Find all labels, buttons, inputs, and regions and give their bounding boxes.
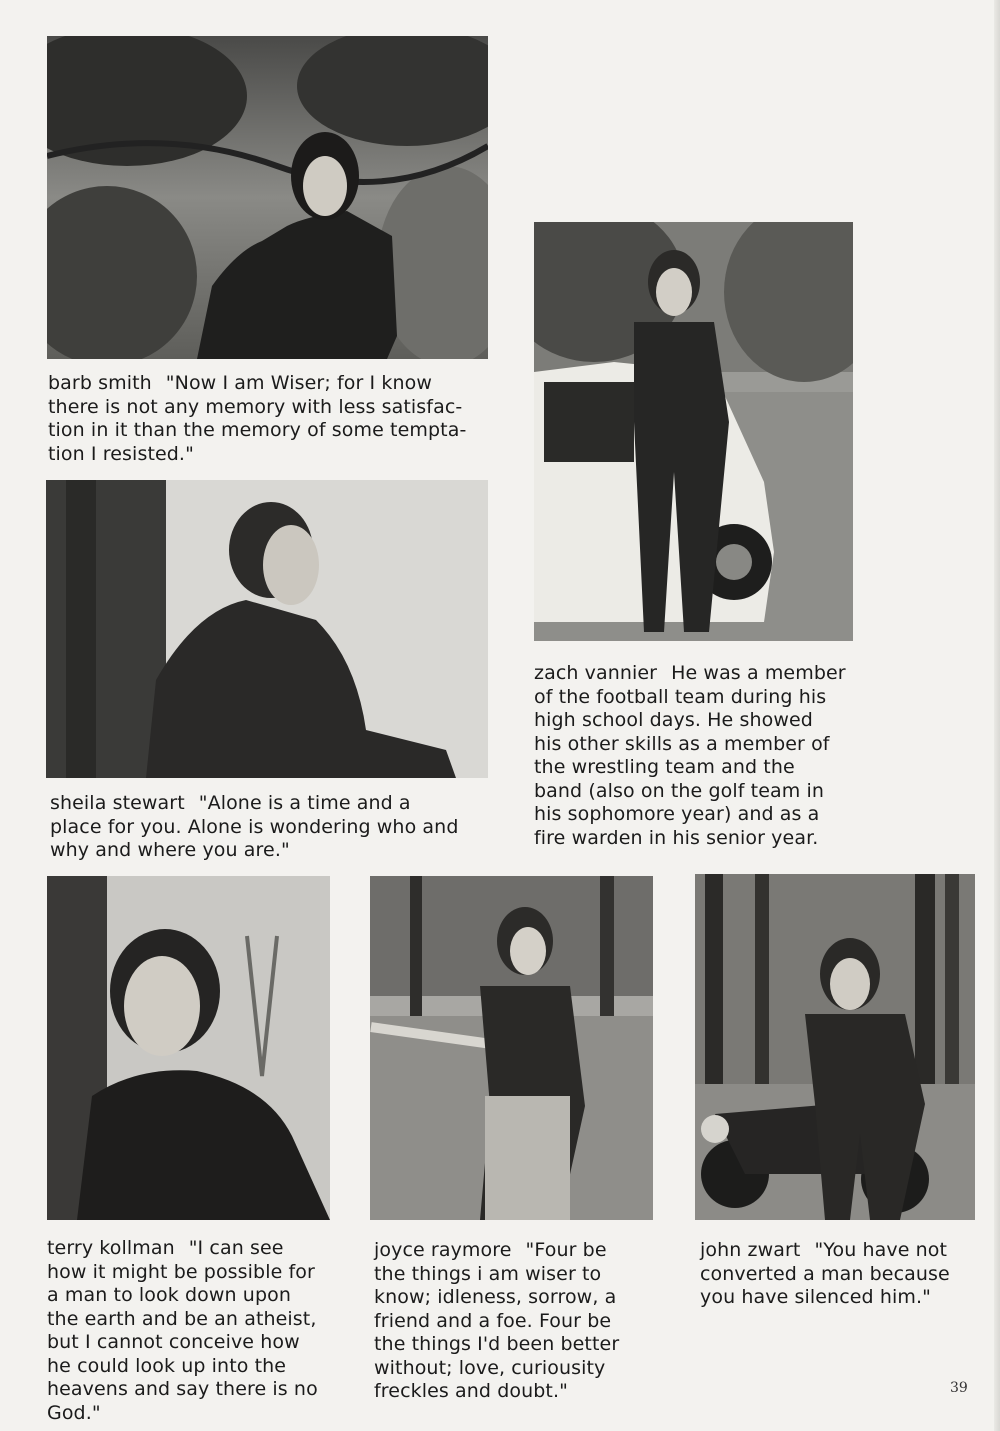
caption-barb-smith [48, 372, 498, 466]
quote-line: God." [47, 1401, 101, 1424]
photo-zach-vannier [534, 222, 853, 641]
quote-line: converted a man because [700, 1262, 950, 1285]
quote-line: the earth and be an atheist, [47, 1307, 317, 1330]
caption-joyce-raymore [374, 1239, 674, 1404]
quote-line: "You have not [814, 1239, 948, 1261]
quote-line: band (also on the golf team in [534, 779, 825, 802]
name-john-zwart: john zwart [700, 1239, 801, 1261]
quote-line: the wrestling team and the [534, 756, 795, 778]
name-barb-smith: barb smith [48, 372, 152, 394]
quote-line: without; love, curiousity [374, 1356, 606, 1379]
quote-line: his other skills as a member of [534, 732, 830, 755]
photo-john-zwart [695, 874, 975, 1220]
quote-line: freckles and doubt." [374, 1380, 568, 1402]
photo-barb-smith [47, 36, 488, 359]
quote-line: friend and a foe. Four be [374, 1309, 612, 1332]
quote-line: he could look up into the [47, 1354, 287, 1377]
quote-line: fire warden in his senior year. [534, 826, 819, 849]
quote-line: his sophomore year) and as a [534, 803, 820, 825]
quote-line: "I can see [188, 1237, 284, 1259]
name-zach-vannier: zach vannier [534, 662, 658, 684]
quote-line: know; idleness, sorrow, a [374, 1286, 617, 1308]
quote-line: "Now I am Wiser; for I know [165, 372, 432, 394]
quote-line: you have silenced him." [700, 1286, 931, 1308]
caption-sheila-stewart [50, 792, 500, 863]
quote-line: the things i am wiser to [374, 1262, 602, 1285]
quote-line: the things I'd been better [374, 1333, 620, 1355]
quote-line: a man to look down upon [47, 1284, 291, 1306]
quote-line: tion in it than the memory of some tempta- [48, 419, 467, 441]
quote-line: "Four be [525, 1239, 607, 1261]
quote-line: high school days. He showed [534, 709, 813, 731]
caption-zach-vannier [534, 662, 874, 850]
quote-line: there is not any memory with less satisfac- [48, 395, 463, 418]
photo-sheila-stewart [46, 480, 488, 778]
quote-line: why and where you are." [50, 839, 290, 861]
quote-line: He was a member [671, 662, 846, 684]
quote-line: tion I resisted." [48, 442, 194, 465]
photo-terry-kollman [47, 876, 330, 1220]
photo-joyce-raymore [370, 876, 653, 1220]
name-terry-kollman: terry kollman [47, 1237, 175, 1259]
caption-john-zwart [700, 1239, 990, 1310]
name-joyce-raymore: joyce raymore [374, 1239, 512, 1261]
quote-line: but I cannot conceive how [47, 1331, 300, 1353]
quote-line: how it might be possible for [47, 1260, 315, 1283]
quote-line: place for you. Alone is wondering who and [50, 815, 459, 838]
quote-line: heavens and say there is no [47, 1378, 318, 1400]
page-number: 39 [950, 1380, 968, 1396]
caption-terry-kollman [47, 1237, 347, 1425]
page-edge [994, 0, 1000, 1431]
name-sheila-stewart: sheila stewart [50, 792, 185, 814]
quote-line: "Alone is a time and a [198, 792, 411, 814]
quote-line: of the football team during his [534, 685, 827, 708]
